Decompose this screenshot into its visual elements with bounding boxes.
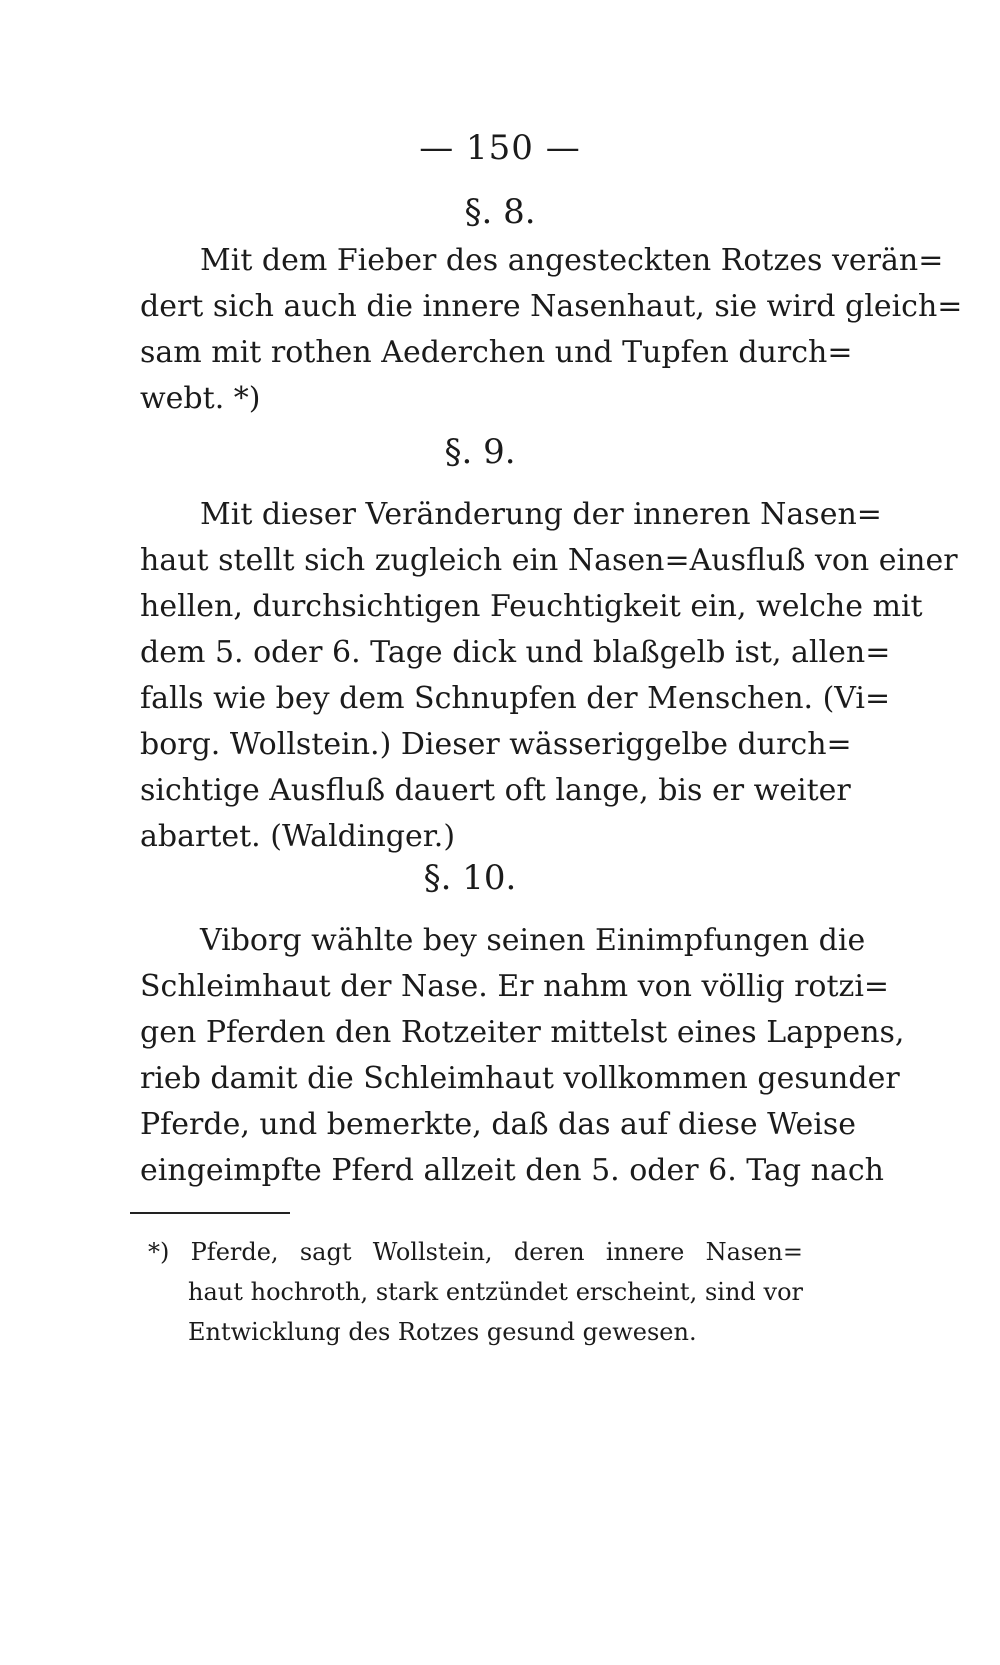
section-9-paragraph	[140, 492, 958, 860]
footnote-line: *) Pferde, sagt Wollstein, deren innere Nasen=	[148, 1238, 803, 1266]
text-line: sam mit rothen Aederchen und Tupfen durch=	[140, 335, 853, 370]
text-line: Viborg wählte bey seinen Einimpfungen die	[200, 923, 866, 958]
text-line: dem 5. oder 6. Tage dick und blaßgelb ist, allen=	[140, 635, 891, 670]
text-line: dert sich auch die innere Nasenhaut, sie wird gleich=	[140, 289, 963, 324]
footnote	[148, 1232, 803, 1352]
text-line: Mit dieser Veränderung der inneren Nasen=	[200, 497, 882, 532]
text-line: Pferde, und bemerkte, daß das auf diese Weise	[140, 1107, 857, 1142]
text-line: abartet. (Waldinger.)	[140, 819, 456, 854]
text-line: eingeimpfte Pferd allzeit den 5. oder 6. Tag nach	[140, 1153, 884, 1188]
text-line: Mit dem Fieber des angesteckten Rotzes verän=	[200, 243, 944, 278]
section-8-paragraph	[140, 238, 963, 422]
section-heading-10: §. 10.	[423, 858, 517, 898]
text-line: webt. *)	[140, 381, 261, 416]
text-line: rieb damit die Schleimhaut vollkommen gesunder	[140, 1061, 900, 1096]
footnote-line: Entwicklung des Rotzes gesund gewesen.	[188, 1318, 697, 1346]
footnote-divider	[130, 1212, 290, 1214]
text-line: haut stellt sich zugleich ein Nasen=Ausfluß von einer	[140, 543, 958, 578]
section-10-paragraph	[140, 918, 905, 1194]
text-line: borg. Wollstein.) Dieser wässeriggelbe durch=	[140, 727, 852, 762]
text-line: sichtige Ausfluß dauert oft lange, bis er weiter	[140, 773, 851, 808]
text-line: gen Pferden den Rotzeiter mittelst eines Lappens,	[140, 1015, 905, 1050]
section-heading-9: §. 9.	[444, 432, 516, 472]
footnote-line: haut hochroth, stark entzündet erscheint, sind vor	[188, 1278, 803, 1306]
text-line: Schleimhaut der Nase. Er nahm von völlig rotzi=	[140, 969, 890, 1004]
section-heading-8: §. 8.	[464, 192, 536, 232]
text-line: hellen, durchsichtigen Feuchtigkeit ein, welche mit	[140, 589, 923, 624]
page-number: — 150 —	[419, 128, 581, 168]
text-line: falls wie bey dem Schnupfen der Menschen. (Vi=	[140, 681, 891, 716]
